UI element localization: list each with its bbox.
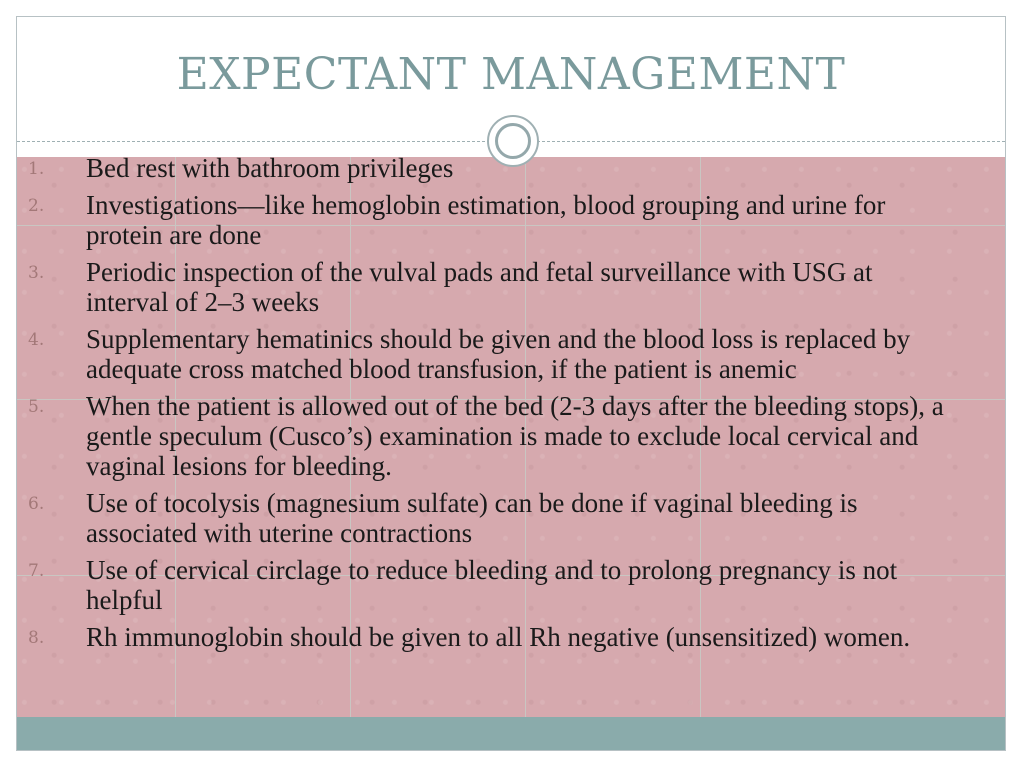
list-item: [0, 257, 990, 317]
list-item-text: When the patient is allowed out of the bed (2-3 days after the bleeding stops), a gentle speculum (Cusco’s) examination is made to exclude local cervical and vaginal lesions for bleeding.: [86, 391, 944, 481]
list-item-number: 8.: [28, 628, 45, 648]
list-item-text: Investigations—like hemoglobin estimation, blood grouping and urine for protein are done: [86, 190, 886, 250]
list-item-number: 1.: [28, 159, 45, 179]
slide-title: EXPECTANT MANAGEMENT: [176, 49, 846, 100]
list-item-number: 2.: [28, 196, 45, 216]
list-item: [0, 622, 990, 652]
list-item-number: 5.: [28, 397, 45, 417]
list-item-number: 7.: [28, 561, 45, 581]
list-item-text: Use of cervical circlage to reduce bleeding and to prolong pregnancy is not helpful: [86, 555, 898, 615]
list-item-number: 6.: [28, 494, 45, 514]
bottom-bar: [17, 717, 1005, 751]
list-item: [0, 488, 990, 548]
circle-ornament-inner-icon: [495, 123, 531, 159]
list-item-text: Bed rest with bathroom privileges: [86, 153, 454, 183]
list-item: [0, 555, 990, 615]
list-item-text: Rh immunoglobin should be given to all Rh negative (unsensitized) women.: [86, 622, 911, 652]
list-item: [0, 190, 990, 250]
list-item: [0, 324, 990, 384]
list-item-text: Use of tocolysis (magnesium sulfate) can be done if vaginal bleeding is associated with uterine contractions: [86, 488, 858, 548]
list-item: [0, 391, 990, 481]
list-item-number: 3.: [28, 263, 45, 283]
circle-ornament-icon: [487, 115, 539, 167]
list-item-number: 4.: [28, 330, 45, 350]
numbered-list: [0, 153, 990, 659]
list-item-text: Supplementary hematinics should be given and the blood loss is replaced by adequate cross matched blood transfusion, if the patient is anemic: [86, 324, 911, 384]
list-item-text: Periodic inspection of the vulval pads and fetal surveillance with USG at interval of 2–3 weeks: [86, 257, 873, 317]
